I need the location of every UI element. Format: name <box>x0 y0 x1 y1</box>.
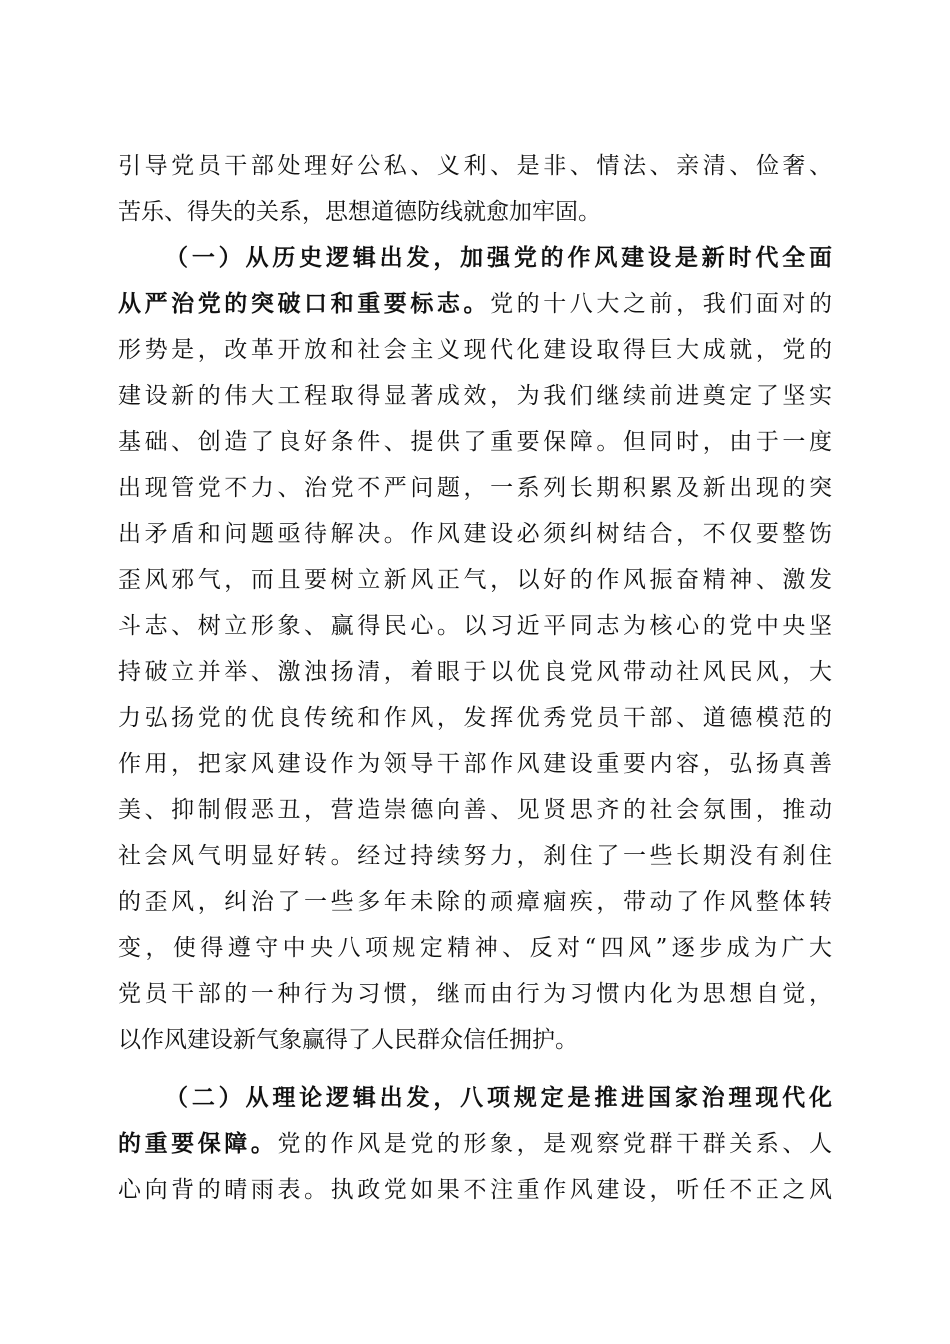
text-line: 基础、创造了良好条件、提供了重要保障。但同时，由于一度 <box>118 429 832 455</box>
text-line: 斗志、树立形象、赢得民心。以习近平同志为核心的党中央坚 <box>118 613 832 639</box>
text-line <box>118 1075 832 1121</box>
text-line: 的歪风，纠治了一些多年未除的顽瘴痼疾，带动了作风整体转 <box>118 889 832 915</box>
text-line: 从严治党的突破口和重要标志。党的十八大之前，我们面对的 <box>118 290 832 317</box>
text-line: 出现管党不力、治党不严问题，一系列长期积累及新出现的突 <box>118 475 832 501</box>
text-line: 形势是，改革开放和社会主义现代化建设取得巨大成就，党的 <box>118 337 832 363</box>
section-heading: 从严治党的突破口和重要标志。 <box>118 290 491 317</box>
paragraph-gap <box>118 1063 832 1075</box>
text-line: 歪风邪气，而且要树立新风正气，以好的作风振奋精神、激发 <box>118 567 832 593</box>
text-line: 建设新的伟大工程取得显著成效，为我们继续前进奠定了坚实 <box>118 383 832 409</box>
text-line: 引导党员干部处理好公私、义利、是非、情法、亲清、俭奢、 <box>118 153 832 179</box>
text-line: 美、抑制假恶丑，营造崇德向善、见贤思齐的社会氛围，推动 <box>118 797 832 823</box>
text-line <box>118 235 832 281</box>
paragraph-historical-logic <box>118 235 832 1063</box>
section-heading: 的重要保障。 <box>118 1130 278 1157</box>
text-line: 变，使得遵守中央八项规定精神、反对“四风”逐步成为广大 <box>118 935 832 961</box>
text-line: 出矛盾和问题亟待解决。作风建设必须纠树结合，不仅要整饬 <box>118 521 832 547</box>
text-line: 以作风建设新气象赢得了人民群众信任拥护。 <box>118 1027 578 1053</box>
text-line: 持破立并举、激浊扬清，着眼于以优良党风带动社风民风，大 <box>118 659 832 685</box>
text-line: 力弘扬党的优良传统和作风，发挥优秀党员干部、道德模范的 <box>118 705 832 731</box>
paragraph-theoretical-logic <box>118 1075 832 1213</box>
section-heading: （二）从理论逻辑出发，八项规定是推进国家治理现代化 <box>165 1084 832 1111</box>
text-line: 作用，把家风建设作为领导干部作风建设重要内容，弘扬真善 <box>118 751 832 777</box>
text-line: 的重要保障。党的作风是党的形象，是观察党群干群关系、人 <box>118 1130 832 1157</box>
document-page <box>118 143 832 1213</box>
text-line: 党员干部的一种行为习惯，继而由行为习惯内化为思想自觉， <box>118 981 832 1007</box>
paragraph-continuation <box>118 143 832 235</box>
section-heading: （一）从历史逻辑出发，加强党的作风建设是新时代全面 <box>165 244 832 271</box>
text-line: 心向背的晴雨表。执政党如果不注重作风建设，听任不正之风 <box>118 1177 832 1203</box>
text-line: 社会风气明显好转。经过持续努力，刹住了一些长期没有刹住 <box>118 843 832 869</box>
text-line: 苦乐、得失的关系，思想道德防线就愈加牢固。 <box>118 199 601 225</box>
